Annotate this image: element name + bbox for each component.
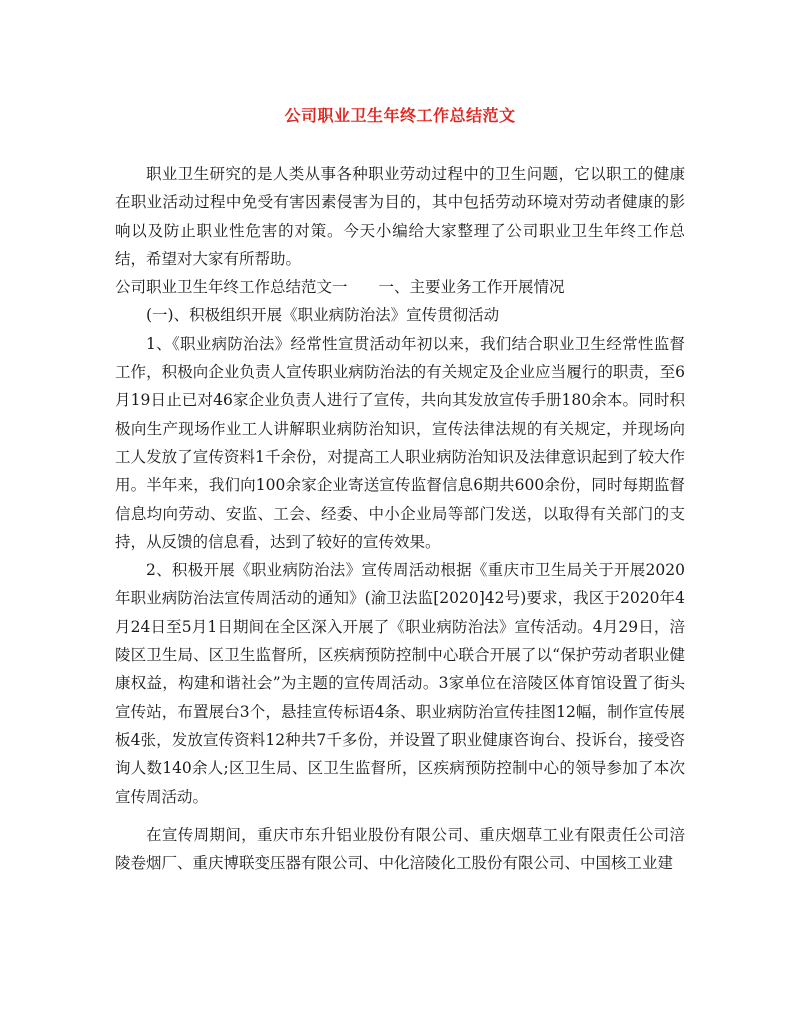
paragraph-propaganda-week: 在宣传周期间，重庆市东升铝业股份有限公司、重庆烟草工业有限责任公司涪陵卷烟厂、重庆博联变压器有限公司、中化涪陵化工股份有限公司、中国核工业建	[115, 825, 685, 873]
section-heading: 公司职业卫生年终工作总结范文一 一、主要业务工作开展情况	[115, 278, 565, 297]
document-body	[115, 160, 685, 877]
subsection-heading: (一)、积极组织开展《职业病防治法》宣传贯彻活动	[146, 306, 500, 325]
paragraph-item-1: 1、《职业病防治法》经常性宣贯活动年初以来，我们结合职业卫生经常性监督工作，积极向企业负责人宣传职业病防治法的有关规定及企业应当履行的职责，至6月19日止已对46家企业负责人进行了宣传，共向其发放宣传手册180余本。同时积极向生产现场作业工人讲解职业病防治知识，宣传法律法规的有关规定，并现场向工人发放了宣传资料1千余份，对提高工人职业病防治知识及法律意识起到了较大作用。半年来，我们向100余家企业寄送宣传监督信息6期共600余份，同时每期监督信息均向劳动、安监、工会、经委、中小企业局等部门发送，以取得有关部门的支持，从反馈的信息看，达到了较好的宣传效果。	[115, 334, 685, 551]
paragraph-item-2: 2、积极开展《职业病防治法》宣传周活动根据《重庆市卫生局关于开展2020年职业病防治法宣传周活动的通知》(渝卫法监[2020]42号)要求，我区于2020年4月24日至5月1日期间在全区深入开展了《职业病防治法》宣传活动。4月29日，涪陵区卫生局、区卫生监督所，区疾病预防控制中心联合开展了以“保护劳动者职业健康权益，构建和谐社会”为主题的宣传周活动。3家单位在涪陵区体育馆设置了街头宣传站，布置展台3个，悬挂宣传标语4条、职业病防治宣传挂图12幅，制作宣传展板4张，发放宣传资料12种共7千多份，并设置了职业健康咨询台、投诉台，接受咨询人数140余人;区卫生局、区卫生监督所，区疾病预防控制中心的领导参加了本次宣传周活动。	[115, 561, 685, 806]
document-title: 公司职业卫生年终工作总结范文	[284, 106, 516, 125]
intro-paragraph: 职业卫生研究的是人类从事各种职业劳动过程中的卫生问题，它以职工的健康在职业活动过程中免受有害因素侵害为目的，其中包括劳动环境对劳动者健康的影响以及防止职业性危害的对策。今天小编给大家整理了公司职业卫生年终工作总结，希望对大家有所帮助。	[115, 165, 685, 268]
